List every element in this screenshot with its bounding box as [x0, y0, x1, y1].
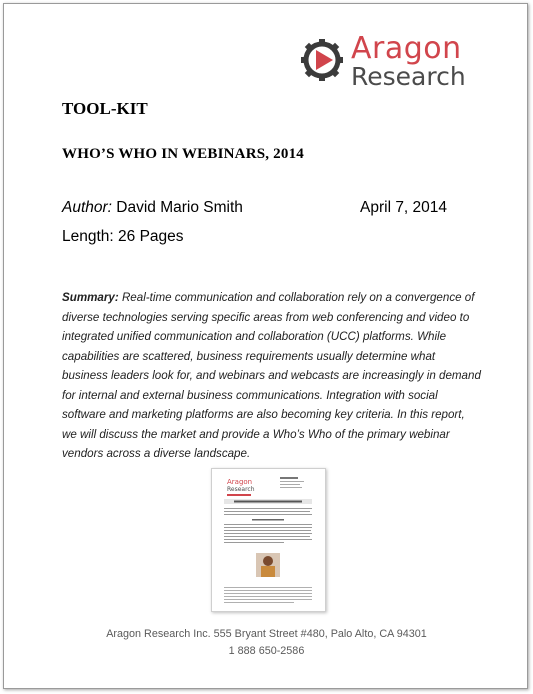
- document-type: TOOL-KIT: [62, 99, 148, 118]
- summary-text: Real-time communication and collaboration rely on a convergence of diverse technologies serving specific areas from web conferencing and video to integrated unified communication and collaboration (UCC) platforms. While capabilities are scattered, business requirements usually determine what business leaders look for, and webinars and webcasts are increasingly in demand for internal and external business communications. Integration with social software and marketing platforms are also becoming key criteria. In this report, we will discuss the market and provide a Who’s Who of the primary webinar vendors across a diverse landscape.: [62, 291, 481, 460]
- author-label: Author:: [62, 199, 112, 216]
- footer-address: Aragon Research Inc. 555 Bryant Street #480, Palo Alto, CA 94301: [106, 628, 427, 640]
- svg-text:Research: Research: [227, 486, 255, 493]
- aragon-play-gear-icon: [300, 36, 350, 86]
- thumbnail-page-art: [212, 469, 325, 611]
- document-preview-thumbnail: [211, 468, 326, 612]
- svg-text:Aragon: Aragon: [227, 478, 253, 486]
- aragon-research-logo: [300, 31, 485, 92]
- author-line: [62, 199, 243, 217]
- author-name: David Mario Smith: [116, 199, 243, 216]
- footer-phone: 1 888 650-2586: [228, 645, 305, 657]
- summary-label: Summary:: [62, 291, 119, 304]
- logo-wordmark-aragon: Aragon: [351, 31, 462, 66]
- document-title: WHO’S WHO IN WEBINARS, 2014: [62, 146, 304, 162]
- summary-paragraph: [62, 288, 482, 464]
- publication-date: April 7, 2014: [360, 199, 448, 216]
- document-length: Length: 26 Pages: [62, 228, 184, 245]
- logo-wordmark-research: Research: [351, 62, 466, 91]
